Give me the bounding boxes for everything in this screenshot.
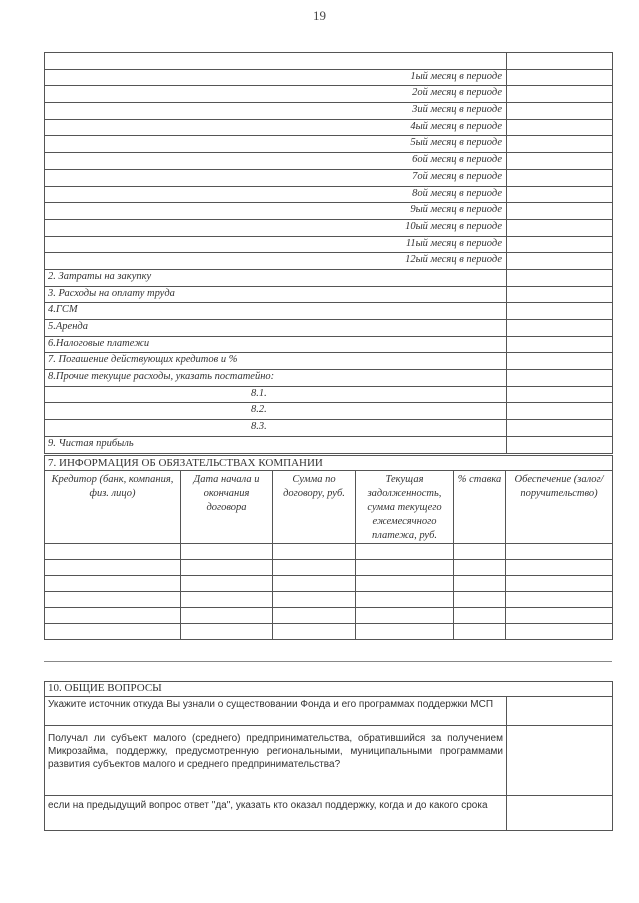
- table-row: [45, 403, 613, 420]
- table-row: [45, 236, 613, 253]
- expense-item-label: 8.Прочие текущие расходы, указать постатейно:: [45, 370, 507, 387]
- section-title: 10. ОБЩИЕ ВОПРОСЫ: [45, 682, 613, 697]
- table-row: [45, 560, 613, 576]
- month-label: 11ый месяц в периоде: [45, 236, 507, 253]
- table-row: [45, 624, 613, 640]
- answer-cell[interactable]: [507, 796, 613, 831]
- table-row: [45, 370, 613, 387]
- table-row: [45, 353, 613, 370]
- question-row: [45, 726, 613, 796]
- table-row: [45, 186, 613, 203]
- table-row: [45, 219, 613, 236]
- section-header-row: [45, 456, 613, 471]
- month-label: 8ой месяц в периоде: [45, 186, 507, 203]
- table-row: [45, 253, 613, 270]
- table-row: [45, 269, 613, 286]
- value-cell[interactable]: [507, 320, 613, 337]
- sub-item-label: 8.2.: [45, 403, 507, 420]
- question-text: Получал ли субъект малого (среднего) предпринимательства, обратившийся за получением Микрозайма, поддержку, предусмотренную региональными, муниципальными программами развития субъектов малого и среднего предпринимательства?: [45, 726, 507, 796]
- value-cell[interactable]: [507, 169, 613, 186]
- table-row: [45, 203, 613, 220]
- column-header-row: [45, 471, 613, 544]
- section-title: 7. ИНФОРМАЦИЯ ОБ ОБЯЗАТЕЛЬСТВАХ КОМПАНИИ: [45, 456, 613, 471]
- month-label: 3ий месяц в периоде: [45, 103, 507, 120]
- answer-cell[interactable]: [507, 726, 613, 796]
- expense-item-label: 2. Затраты на закупку: [45, 269, 507, 286]
- table-row: [45, 153, 613, 170]
- table-row: [45, 103, 613, 120]
- value-cell[interactable]: [507, 269, 613, 286]
- expense-item-label: 3. Расходы на оплату труда: [45, 286, 507, 303]
- table-row: [45, 320, 613, 337]
- table-row: [45, 420, 613, 437]
- month-label: 4ый месяц в периоде: [45, 119, 507, 136]
- value-cell[interactable]: [507, 420, 613, 437]
- value-cell[interactable]: [507, 253, 613, 270]
- question-row: [45, 796, 613, 831]
- expense-item-label: 7. Погашение действующих кредитов и %: [45, 353, 507, 370]
- value-cell[interactable]: [507, 53, 613, 70]
- table-row: [45, 286, 613, 303]
- table-row: [45, 576, 613, 592]
- sub-item-label: 8.1.: [45, 386, 507, 403]
- value-cell[interactable]: [507, 69, 613, 86]
- question-text: Укажите источник откуда Вы узнали о существовании Фонда и его программах поддержки МСП: [45, 697, 507, 726]
- page-number: 19: [313, 8, 326, 23]
- value-cell[interactable]: [507, 386, 613, 403]
- question-row: [45, 697, 613, 726]
- table-row: [45, 69, 613, 86]
- month-label: 9ый месяц в периоде: [45, 203, 507, 220]
- table-row: [45, 386, 613, 403]
- column-header-contract-dates: Дата начала и окончания договора: [181, 471, 273, 544]
- month-label: 6ой месяц в периоде: [45, 153, 507, 170]
- general-questions-table: [44, 681, 613, 831]
- answer-cell[interactable]: [507, 697, 613, 726]
- value-cell[interactable]: [507, 236, 613, 253]
- column-header-rate: % ставка: [454, 471, 506, 544]
- value-cell[interactable]: [507, 86, 613, 103]
- month-label: 5ый месяц в периоде: [45, 136, 507, 153]
- month-label: 2ой месяц в периоде: [45, 86, 507, 103]
- expense-item-label: 6.Налоговые платежи: [45, 336, 507, 353]
- value-cell[interactable]: [507, 186, 613, 203]
- table-row: [45, 119, 613, 136]
- expense-item-label: 5.Аренда: [45, 320, 507, 337]
- table-row: [45, 86, 613, 103]
- value-cell[interactable]: [507, 286, 613, 303]
- cashflow-table: [44, 52, 613, 454]
- value-cell[interactable]: [507, 103, 613, 120]
- column-header-creditor: Кредитор (банк, компания, физ. лицо): [45, 471, 181, 544]
- value-cell[interactable]: [507, 403, 613, 420]
- value-cell[interactable]: [507, 436, 613, 453]
- value-cell[interactable]: [507, 336, 613, 353]
- net-profit-label: 9. Чистая прибыль: [45, 436, 507, 453]
- column-header-current-debt: Текущая задолженность, сумма текущего ежемесячного платежа, руб.: [356, 471, 454, 544]
- question-text: если на предыдущий вопрос ответ "да", указать кто оказал поддержку, когда и до какого срока: [45, 796, 507, 831]
- value-cell[interactable]: [507, 353, 613, 370]
- month-label: 12ый месяц в периоде: [45, 253, 507, 270]
- expense-item-label: 4.ГСМ: [45, 303, 507, 320]
- value-cell[interactable]: [507, 219, 613, 236]
- table-row: [45, 53, 613, 70]
- table-row: [45, 303, 613, 320]
- table-row: [45, 136, 613, 153]
- table-row: [45, 592, 613, 608]
- column-header-collateral: Обеспечение (залог/ поручительство): [506, 471, 613, 544]
- value-cell[interactable]: [507, 119, 613, 136]
- section-divider: [44, 661, 612, 662]
- month-label: 10ый месяц в периоде: [45, 219, 507, 236]
- table-row: [45, 544, 613, 560]
- value-cell[interactable]: [507, 153, 613, 170]
- table-row: [45, 436, 613, 453]
- sub-item-label: 8.3.: [45, 420, 507, 437]
- value-cell[interactable]: [507, 370, 613, 387]
- value-cell[interactable]: [507, 303, 613, 320]
- value-cell[interactable]: [507, 203, 613, 220]
- liabilities-table: [44, 455, 613, 640]
- table-row: [45, 608, 613, 624]
- month-label: 7ой месяц в периоде: [45, 169, 507, 186]
- month-label: 1ый месяц в периоде: [45, 69, 507, 86]
- section-header-row: [45, 682, 613, 697]
- table-row: [45, 336, 613, 353]
- column-header-contract-amount: Сумма по договору, руб.: [273, 471, 356, 544]
- table-row: [45, 169, 613, 186]
- value-cell[interactable]: [507, 136, 613, 153]
